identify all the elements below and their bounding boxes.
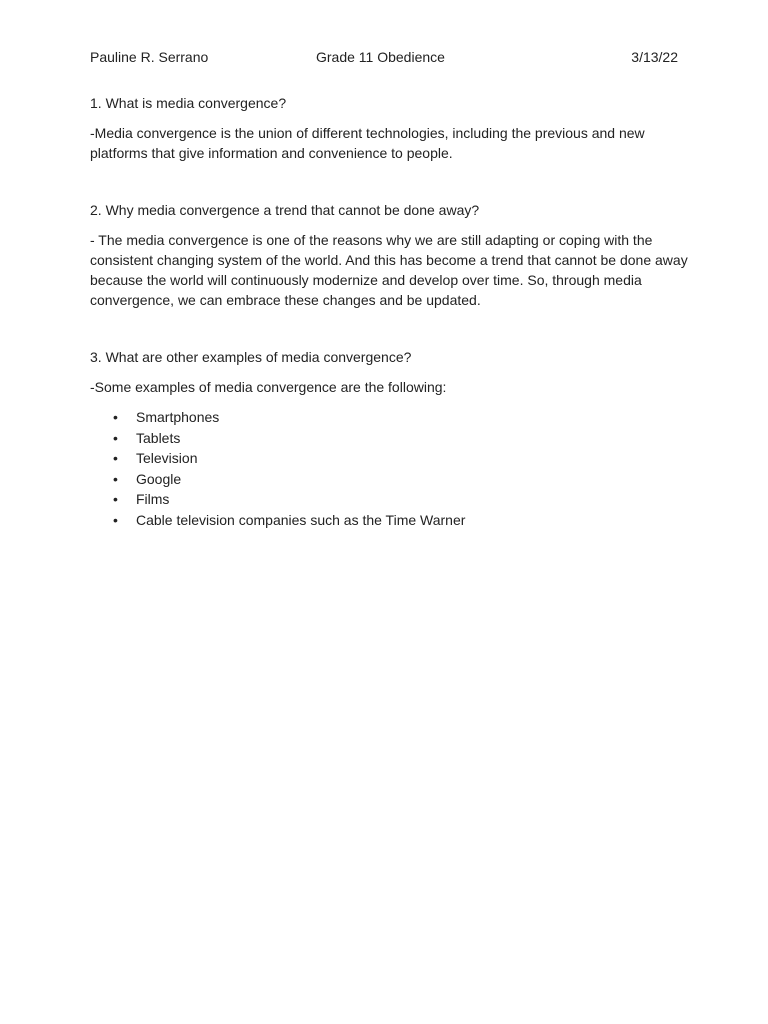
- spacer: [90, 163, 690, 200]
- bullet-icon: •: [113, 470, 118, 487]
- document-header: [90, 47, 678, 67]
- answer-1: -Media convergence is the union of different technologies, including the previous and new platforms that give information and convenience to people.: [90, 125, 645, 161]
- list-item: • Films: [90, 489, 690, 510]
- bullet-icon: •: [113, 511, 118, 528]
- question-2: 2. Why media convergence a trend that cannot be done away?: [90, 202, 480, 218]
- bullet-icon: •: [113, 450, 118, 466]
- spacer: [90, 310, 690, 347]
- grade-section: Grade 11 Obedience: [316, 49, 445, 65]
- list-item: • Tablets: [90, 428, 690, 449]
- list-item: • Television: [90, 448, 690, 469]
- document-date: 3/13/22: [631, 49, 678, 65]
- student-name: Pauline R. Serrano: [90, 49, 209, 65]
- answer-3: -Some examples of media convergence are the following:: [90, 379, 447, 395]
- list-item: • Google: [90, 469, 690, 490]
- bullet-icon: •: [113, 429, 118, 446]
- examples-list: [90, 407, 690, 530]
- question-1: 1. What is media convergence?: [90, 95, 287, 111]
- question-3: 3. What are other examples of media convergence?: [90, 349, 412, 365]
- bullet-icon: •: [113, 409, 118, 425]
- bullet-icon: •: [113, 491, 118, 507]
- list-item: • Cable television companies such as the Time Warner: [90, 510, 690, 531]
- answer-2: - The media convergence is one of the reasons why we are still adapting or coping with the consistent changing system of the world. And this has become a trend that cannot be done away because the world will continuously modernize and develop over time. So, through media convergence, we can embrace these changes and be updated.: [90, 232, 688, 308]
- list-item: • Smartphones: [90, 407, 690, 428]
- document-body: [90, 93, 690, 530]
